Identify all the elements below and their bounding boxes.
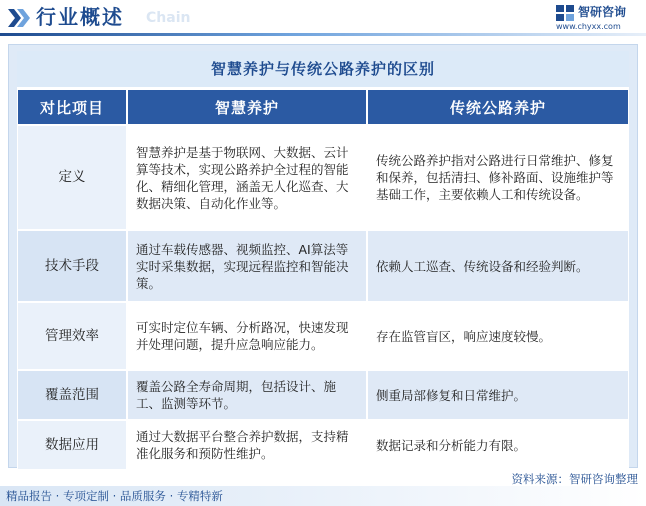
header-underline: [0, 33, 646, 36]
row-label: 管理效率: [17, 302, 127, 370]
smart-cell: 智慧养护是基于物联网、大数据、云计算等技术，实现公路养护全过程的智能化、精细化管理，涵盖无人化巡查、大数据决策、自动化作业等。: [127, 125, 367, 230]
traditional-cell: 依赖人工巡查、传统设备和经验判断。: [367, 230, 629, 302]
comparison-card: [8, 44, 638, 468]
row-label: 定义: [17, 125, 127, 230]
footer-tagline: 精品报告 · 专项定制 · 品质服务 · 专精特新: [6, 489, 223, 503]
table-header-row: [17, 89, 629, 125]
section-title: 行业概述: [36, 5, 124, 29]
table-row: [17, 420, 629, 470]
page-header: [0, 0, 646, 36]
row-label: 覆盖范围: [17, 370, 127, 420]
smart-cell: 通过车载传感器、视频监控、AI算法等实时采集数据，实现远程监控和智能决策。: [127, 230, 367, 302]
column-header-smart: 智慧养护: [127, 89, 367, 125]
column-header-item: 对比项目: [17, 89, 127, 125]
watermark-text: Chain: [146, 10, 191, 26]
table-row: [17, 230, 629, 302]
traditional-cell: 传统公路养护指对公路进行日常维护、修复和保养，包括清扫、修补路面、设施维护等基础工作，主要依赖人工和传统设备。: [367, 125, 629, 230]
table-caption: 智慧养护与传统公路养护的区别: [17, 51, 629, 89]
smart-cell: 可实时定位车辆、分析路况，快速发现并处理问题，提升应急响应能力。: [127, 302, 367, 370]
brand-logo-icon: [556, 5, 574, 21]
table-row: [17, 370, 629, 420]
brand-logo: [556, 4, 640, 34]
row-label: 数据应用: [17, 420, 127, 470]
brand-url: www.chyxx.com: [556, 22, 621, 31]
data-source: 资料来源：智研咨询整理: [511, 472, 638, 486]
table-row: [17, 125, 629, 230]
traditional-cell: 数据记录和分析能力有限。: [367, 420, 629, 470]
comparison-table: [17, 89, 629, 470]
row-label: 技术手段: [17, 230, 127, 302]
double-chevron-icon: [8, 9, 30, 27]
brand-name: 智研咨询: [578, 5, 627, 19]
column-header-traditional: 传统公路养护: [367, 89, 629, 125]
footer-bar: [0, 486, 646, 506]
traditional-cell: 侧重局部修复和日常维护。: [367, 370, 629, 420]
smart-cell: 覆盖公路全寿命周期，包括设计、施工、监测等环节。: [127, 370, 367, 420]
smart-cell: 通过大数据平台整合养护数据，支持精准化服务和预防性维护。: [127, 420, 367, 470]
traditional-cell: 存在监管盲区，响应速度较慢。: [367, 302, 629, 370]
table-row: [17, 302, 629, 370]
